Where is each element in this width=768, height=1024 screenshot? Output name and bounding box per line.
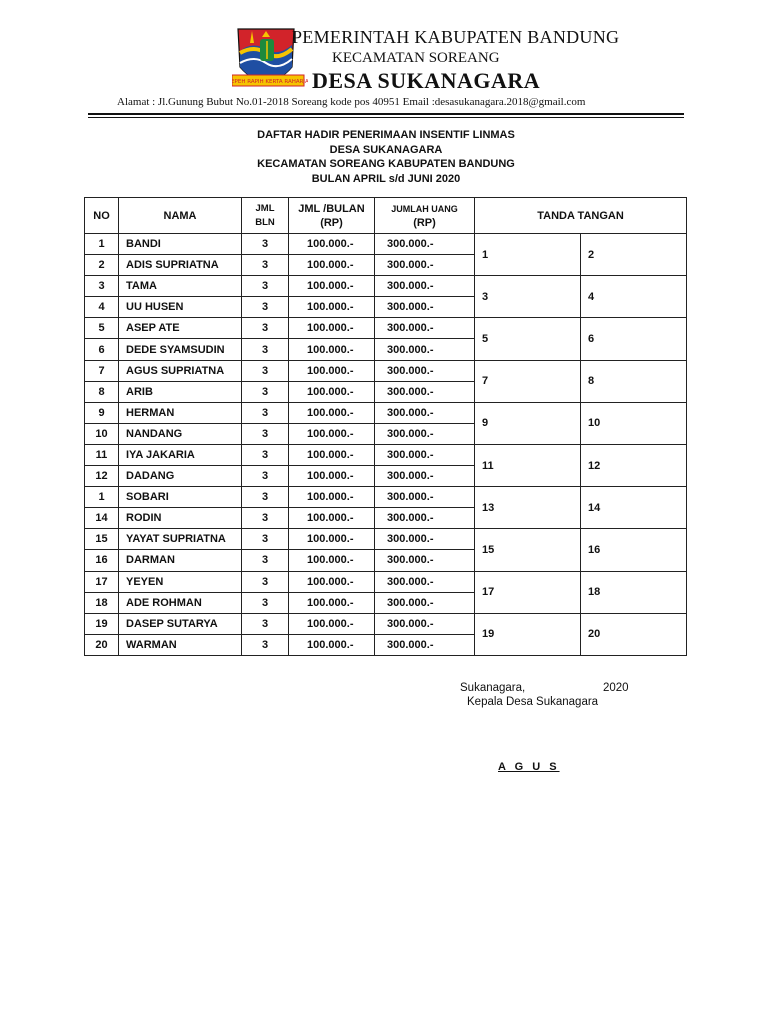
- signature-slot-right[interactable]: 12: [581, 444, 687, 486]
- row-jml-bulan: 100.000.-: [289, 634, 375, 655]
- header-jumlah-uang-line1: JUMLAH UANG: [391, 203, 458, 214]
- signature-slot-left[interactable]: 5: [475, 318, 581, 360]
- row-jml-bln: 3: [242, 529, 289, 550]
- letterhead-divider-thin: [88, 117, 684, 118]
- row-no: 15: [85, 529, 119, 550]
- row-jumlah-uang: 300.000.-: [375, 508, 475, 529]
- row-jumlah-uang: 300.000.-: [375, 613, 475, 634]
- row-jml-bulan: 100.000.-: [289, 466, 375, 487]
- header-no: NO: [85, 198, 119, 234]
- row-no: 4: [85, 297, 119, 318]
- table-row: [85, 487, 687, 508]
- row-jumlah-uang: 300.000.-: [375, 592, 475, 613]
- row-jml-bulan: 100.000.-: [289, 381, 375, 402]
- row-no: 17: [85, 571, 119, 592]
- row-jml-bulan: 100.000.-: [289, 423, 375, 444]
- row-no: 18: [85, 592, 119, 613]
- row-nama: DEDE SYAMSUDIN: [119, 339, 242, 360]
- header-jml-bulan-line2: (RP): [320, 216, 343, 229]
- table-row: [85, 613, 687, 634]
- row-jumlah-uang: 300.000.-: [375, 255, 475, 276]
- table-row: [85, 318, 687, 339]
- row-jumlah-uang: 300.000.-: [375, 466, 475, 487]
- row-nama: ARIB: [119, 381, 242, 402]
- signature-slot-left[interactable]: 17: [475, 571, 581, 613]
- heading-line-4: BULAN APRIL s/d JUNI 2020: [311, 172, 461, 185]
- signature-slot-left[interactable]: 15: [475, 529, 581, 571]
- table-row: [85, 444, 687, 465]
- row-jumlah-uang: 300.000.-: [375, 487, 475, 508]
- row-jml-bln: 3: [242, 402, 289, 423]
- row-nama: RODIN: [119, 508, 242, 529]
- row-jml-bln: 3: [242, 466, 289, 487]
- row-no: 5: [85, 318, 119, 339]
- signature-slot-right[interactable]: 4: [581, 276, 687, 318]
- header-jumlah-uang: [375, 198, 475, 234]
- government-title: PEMERINTAH KABUPATEN BANDUNG: [292, 27, 620, 47]
- row-jml-bulan: 100.000.-: [289, 487, 375, 508]
- row-jumlah-uang: 300.000.-: [375, 297, 475, 318]
- row-jml-bulan: 100.000.-: [289, 592, 375, 613]
- village-name: DESA SUKANAGARA: [312, 68, 541, 93]
- signature-slot-right[interactable]: 8: [581, 360, 687, 402]
- row-jml-bln: 3: [242, 276, 289, 297]
- signature-slot-left[interactable]: 11: [475, 444, 581, 486]
- signing-place: Sukanagara,: [460, 682, 526, 694]
- signer-role: Kepala Desa Sukanagara: [467, 696, 599, 708]
- row-nama: DASEP SUTARYA: [119, 613, 242, 634]
- signature-slot-right[interactable]: 14: [581, 487, 687, 529]
- row-jumlah-uang: 300.000.-: [375, 423, 475, 444]
- signature-slot-right[interactable]: 16: [581, 529, 687, 571]
- row-nama: TAMA: [119, 276, 242, 297]
- row-jml-bln: 3: [242, 381, 289, 402]
- table-row: [85, 234, 687, 255]
- row-no: 3: [85, 276, 119, 297]
- heading-line-3: KECAMATAN SOREANG KABUPATEN BANDUNG: [257, 158, 515, 170]
- header-jml-bulan-line1: JML /BULAN: [298, 202, 365, 215]
- row-jml-bln: 3: [242, 550, 289, 571]
- row-nama: ASEP ATE: [119, 318, 242, 339]
- signature-slot-right[interactable]: 6: [581, 318, 687, 360]
- crest-motto: REPEH RAPIH KERTA RAHARJA: [232, 79, 308, 85]
- row-nama: YAYAT SUPRIATNA: [119, 529, 242, 550]
- table-header-row: [85, 198, 687, 234]
- row-jml-bulan: 100.000.-: [289, 276, 375, 297]
- row-jml-bulan: 100.000.-: [289, 234, 375, 255]
- row-nama: SOBARI: [119, 487, 242, 508]
- row-jml-bln: 3: [242, 571, 289, 592]
- header-jml-bln-line1: JML: [255, 202, 275, 214]
- signature-slot-left[interactable]: 3: [475, 276, 581, 318]
- row-nama: ADIS SUPRIATNA: [119, 255, 242, 276]
- row-jml-bulan: 100.000.-: [289, 318, 375, 339]
- table-row: [85, 360, 687, 381]
- row-jumlah-uang: 300.000.-: [375, 550, 475, 571]
- signature-slot-right[interactable]: 20: [581, 613, 687, 655]
- row-jumlah-uang: 300.000.-: [375, 571, 475, 592]
- row-jml-bln: 3: [242, 255, 289, 276]
- row-nama: NANDANG: [119, 423, 242, 444]
- signature-slot-left[interactable]: 1: [475, 234, 581, 276]
- heading-line-2: DESA SUKANAGARA: [329, 143, 443, 156]
- table-row: [85, 529, 687, 550]
- signer-name: A G U S: [498, 761, 560, 773]
- row-no: 10: [85, 423, 119, 444]
- row-no: 1: [85, 487, 119, 508]
- row-no: 8: [85, 381, 119, 402]
- row-jumlah-uang: 300.000.-: [375, 339, 475, 360]
- row-jml-bulan: 100.000.-: [289, 360, 375, 381]
- row-no: 6: [85, 339, 119, 360]
- header-nama: NAMA: [119, 198, 242, 234]
- row-no: 14: [85, 508, 119, 529]
- row-nama: ADE ROHMAN: [119, 592, 242, 613]
- row-jml-bln: 3: [242, 318, 289, 339]
- row-jml-bulan: 100.000.-: [289, 550, 375, 571]
- row-jumlah-uang: 300.000.-: [375, 402, 475, 423]
- row-no: 9: [85, 402, 119, 423]
- row-jml-bln: 3: [242, 444, 289, 465]
- row-nama: YEYEN: [119, 571, 242, 592]
- heading-line-1: DAFTAR HADIR PENERIMAAN INSENTIF LINMAS: [257, 129, 515, 141]
- table-row: [85, 276, 687, 297]
- row-no: 19: [85, 613, 119, 634]
- header-tanda-tangan: TANDA TANGAN: [475, 198, 687, 234]
- row-nama: DADANG: [119, 466, 242, 487]
- row-jml-bln: 3: [242, 487, 289, 508]
- signature-slot-right[interactable]: 18: [581, 571, 687, 613]
- row-no: 16: [85, 550, 119, 571]
- table-row: [85, 402, 687, 423]
- row-nama: HERMAN: [119, 402, 242, 423]
- row-jml-bulan: 100.000.-: [289, 339, 375, 360]
- row-no: 20: [85, 634, 119, 655]
- table-row: [85, 571, 687, 592]
- signature-slot-left[interactable]: 19: [475, 613, 581, 655]
- row-jml-bulan: 100.000.-: [289, 297, 375, 318]
- row-jumlah-uang: 300.000.-: [375, 634, 475, 655]
- row-jml-bulan: 100.000.-: [289, 613, 375, 634]
- row-jml-bulan: 100.000.-: [289, 508, 375, 529]
- office-address: Alamat : Jl.Gunung Bubut No.01-2018 Soreang kode pos 40951 Email :desasukanagara.2018@gmail.com: [117, 96, 586, 108]
- row-jumlah-uang: 300.000.-: [375, 529, 475, 550]
- row-jml-bln: 3: [242, 297, 289, 318]
- row-jumlah-uang: 300.000.-: [375, 318, 475, 339]
- row-no: 1: [85, 234, 119, 255]
- row-jumlah-uang: 300.000.-: [375, 234, 475, 255]
- signing-year: 2020: [603, 682, 629, 694]
- signature-slot-left[interactable]: 9: [475, 402, 581, 444]
- document-heading: [180, 128, 592, 186]
- row-no: 12: [85, 466, 119, 487]
- row-jml-bln: 3: [242, 592, 289, 613]
- row-jml-bulan: 100.000.-: [289, 402, 375, 423]
- row-jumlah-uang: 300.000.-: [375, 444, 475, 465]
- signature-slot-left[interactable]: 7: [475, 360, 581, 402]
- row-no: 7: [85, 360, 119, 381]
- row-jumlah-uang: 300.000.-: [375, 276, 475, 297]
- signature-slot-right[interactable]: 2: [581, 234, 687, 276]
- row-jml-bln: 3: [242, 634, 289, 655]
- row-nama: IYA JAKARIA: [119, 444, 242, 465]
- row-no: 11: [85, 444, 119, 465]
- row-jml-bulan: 100.000.-: [289, 529, 375, 550]
- letterhead-divider: [88, 113, 684, 115]
- row-jumlah-uang: 300.000.-: [375, 381, 475, 402]
- header-jumlah-uang-line2: (RP): [413, 216, 436, 229]
- row-jml-bln: 3: [242, 423, 289, 444]
- row-jml-bln: 3: [242, 360, 289, 381]
- row-nama: BANDI: [119, 234, 242, 255]
- row-jumlah-uang: 300.000.-: [375, 360, 475, 381]
- row-jml-bln: 3: [242, 234, 289, 255]
- row-jml-bulan: 100.000.-: [289, 255, 375, 276]
- header-jml-bln: [242, 198, 289, 234]
- row-nama: UU HUSEN: [119, 297, 242, 318]
- subdistrict-name: KECAMATAN SOREANG: [332, 50, 500, 66]
- row-nama: AGUS SUPRIATNA: [119, 360, 242, 381]
- header-jml-bln-line2: BLN: [255, 216, 275, 228]
- row-jml-bulan: 100.000.-: [289, 571, 375, 592]
- row-nama: WARMAN: [119, 634, 242, 655]
- signature-slot-right[interactable]: 10: [581, 402, 687, 444]
- row-jml-bln: 3: [242, 508, 289, 529]
- attendance-table: [84, 197, 687, 656]
- header-jml-bulan: [289, 198, 375, 234]
- signature-slot-left[interactable]: 13: [475, 487, 581, 529]
- row-jml-bulan: 100.000.-: [289, 444, 375, 465]
- row-jml-bln: 3: [242, 613, 289, 634]
- row-nama: DARMAN: [119, 550, 242, 571]
- row-no: 2: [85, 255, 119, 276]
- row-jml-bln: 3: [242, 339, 289, 360]
